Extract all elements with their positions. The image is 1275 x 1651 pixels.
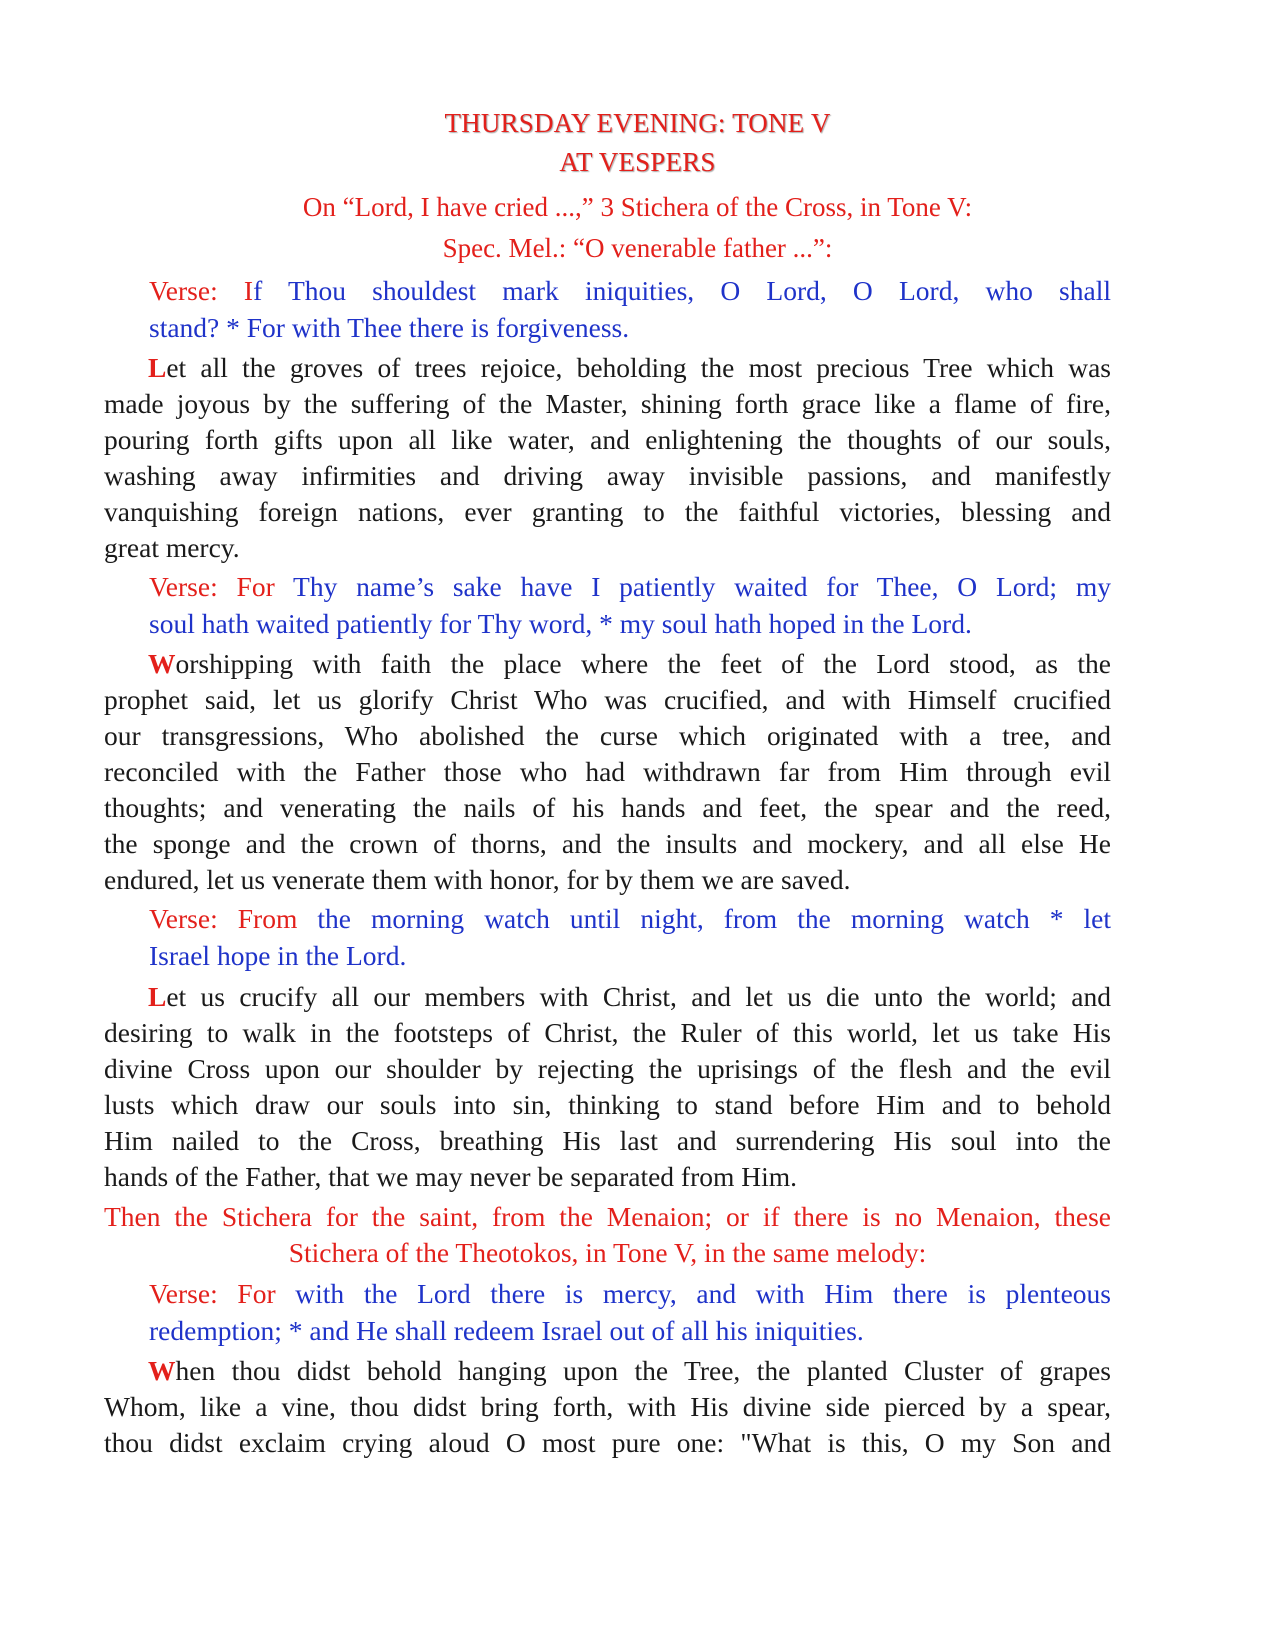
sticheron-line: lusts which draw our souls into sin, thinking to stand before Him and to behold — [104, 1089, 1111, 1120]
sticheron-line: Whom, like a vine, thou didst bring forth, with His divine side pierced by a spear, — [104, 1391, 1111, 1422]
sticheron-line: thou didst exclaim crying aloud O most pure one: "What is this, O my Son and — [104, 1427, 1111, 1458]
rubric-line-1: On “Lord, I have cried ...,” 3 Stichera of the Cross, in Tone V: — [302, 192, 973, 222]
rubric-line: Then the Stichera for the saint, from the Menaion; or if there is no Menaion, these — [104, 1201, 1111, 1232]
verse-line: Verse: For with the Lord there is mercy, and with Him there is plenteous — [149, 1278, 1111, 1309]
verse-line: stand? * For with Thee there is forgiveness. — [149, 311, 630, 343]
verse-line: Israel hope in the Lord. — [149, 939, 407, 971]
sticheron-2 — [104, 646, 1111, 898]
sticheron-line: endured, let us venerate them with honor, for by them we are saved. — [104, 864, 851, 895]
sticheron-line: divine Cross upon our shoulder by rejecting the uprisings of the flesh and the evil — [104, 1053, 1111, 1084]
sticheron-line: Him nailed to the Cross, breathing His last and surrendering His soul into the — [104, 1125, 1111, 1156]
sticheron-line: our transgressions, Who abolished the curse which originated with a tree, and — [104, 720, 1111, 751]
sticheron-line: washing away infirmities and driving away invisible passions, and manifestly — [104, 460, 1111, 491]
drop-cap: L — [148, 981, 167, 1012]
title-line-1: THURSDAY EVENING: TONE V — [444, 108, 831, 138]
drop-cap: L — [148, 352, 167, 383]
sticheron-line: Let us crucify all our members with Christ, and let us die unto the world; and — [148, 981, 1111, 1012]
sticheron-3 — [104, 979, 1111, 1195]
sticheron-line: hands of the Father, that we may never be separated from Him. — [104, 1161, 798, 1192]
verse-1 — [149, 273, 1111, 346]
sticheron-line: pouring forth gifts upon all like water, and enlightening the thoughts of our souls, — [104, 424, 1111, 455]
verse-line: Verse: If Thou shouldest mark iniquities, O Lord, O Lord, who shall — [149, 275, 1111, 306]
rubric-line: Stichera of the Theotokos, in Tone V, in the same melody: — [288, 1237, 927, 1268]
sticheron-line: made joyous by the suffering of the Master, shining forth grace like a flame of fire, — [104, 388, 1111, 419]
sticheron-line: When thou didst behold hanging upon the Tree, the planted Cluster of grapes — [148, 1355, 1111, 1386]
sticheron-line: thoughts; and venerating the nails of his hands and feet, the spear and the reed, — [104, 792, 1111, 823]
sticheron-4 — [104, 1353, 1111, 1461]
rubric-line-2: Spec. Mel.: “O venerable father ...”: — [442, 233, 833, 263]
sticheron-line: Worshipping with faith the place where the feet of the Lord stood, as the — [148, 648, 1111, 679]
sticheron-line: Let all the groves of trees rejoice, beholding the most precious Tree which was — [148, 352, 1111, 383]
sticheron-line: the sponge and the crown of thorns, and the insults and mockery, and all else He — [104, 828, 1111, 859]
verse-line: Verse: From the morning watch until night, from the morning watch * let — [149, 903, 1111, 934]
sticheron-line: desiring to walk in the footsteps of Christ, the Ruler of this world, let us take His — [104, 1017, 1111, 1048]
verse-4 — [149, 1276, 1111, 1349]
sticheron-line: prophet said, let us glorify Christ Who was crucified, and with Himself crucified — [104, 684, 1111, 715]
sticheron-line: reconciled with the Father those who had withdrawn far from Him through evil — [104, 756, 1111, 787]
drop-cap: W — [148, 648, 176, 679]
verse-3 — [149, 901, 1111, 974]
menaion-rubric — [104, 1199, 1111, 1271]
sticheron-1 — [104, 350, 1111, 566]
drop-cap: W — [148, 1355, 176, 1386]
verse-line: soul hath waited patiently for Thy word, * my soul hath hoped in the Lord. — [149, 607, 972, 639]
sticheron-line: vanquishing foreign nations, ever granting to the faithful victories, blessing and — [104, 496, 1111, 527]
sticheron-line: great mercy. — [104, 532, 240, 563]
title-line-2: AT VESPERS — [559, 147, 716, 177]
verse-line: Verse: For Thy name’s sake have I patiently waited for Thee, O Lord; my — [149, 571, 1111, 602]
verse-2 — [149, 569, 1111, 642]
verse-line: redemption; * and He shall redeem Israel out of all his iniquities. — [149, 1314, 864, 1346]
